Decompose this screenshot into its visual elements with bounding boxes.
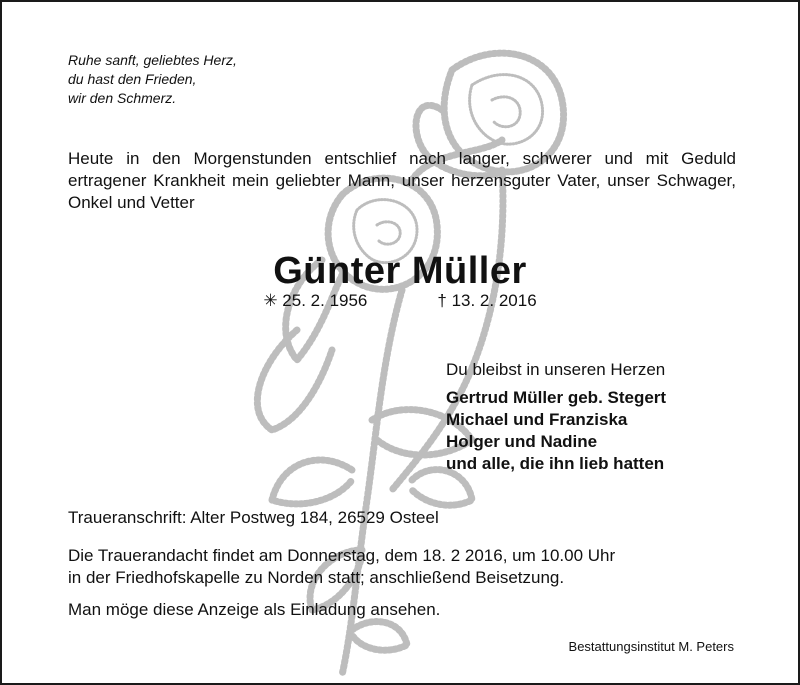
intro-paragraph: Heute in den Morgenstunden entschlief nach langer, schwerer und mit Geduld ertragener Krankheit mein geliebter Mann, unser herzensguter Vater, unser Schwager, Onkel und Vetter (68, 149, 736, 212)
verse-line: wir den Schmerz. (68, 90, 177, 106)
verse (68, 51, 237, 108)
deceased-name: Günter Müller (273, 250, 527, 292)
mourner: Michael und Franziska (446, 410, 628, 429)
verse-line: du hast den Frieden, (68, 71, 197, 87)
mourner: Gertrud Müller geb. Stegert (446, 388, 667, 407)
birth-date: ✳ 25. 2. 1956 (263, 291, 368, 310)
mourning-address: Traueranschrift: Alter Postweg 184, 26529 Osteel (68, 508, 439, 527)
service-details (68, 545, 615, 589)
death-date: † 13. 2. 2016 (437, 291, 537, 310)
mourner: Holger und Nadine (446, 432, 598, 451)
verse-line: Ruhe sanft, geliebtes Herz, (68, 52, 237, 68)
undertaker-credit: Bestattungsinstitut M. Peters (568, 639, 734, 654)
service-line: Die Trauerandacht findet am Donnerstag, dem 18. 2 2016, um 10.00 Uhr (68, 546, 616, 565)
mourner: und alle, die ihn lieb hatten (446, 454, 665, 473)
remembrance-line: Du bleibst in unseren Herzen (446, 360, 666, 379)
mourners-list (446, 387, 666, 475)
life-dates (2, 291, 798, 311)
service-line: in der Friedhofskapelle zu Norden statt; anschließend Beisetzung. (68, 568, 565, 587)
invitation-note: Man möge diese Anzeige als Einladung ansehen. (68, 600, 441, 619)
